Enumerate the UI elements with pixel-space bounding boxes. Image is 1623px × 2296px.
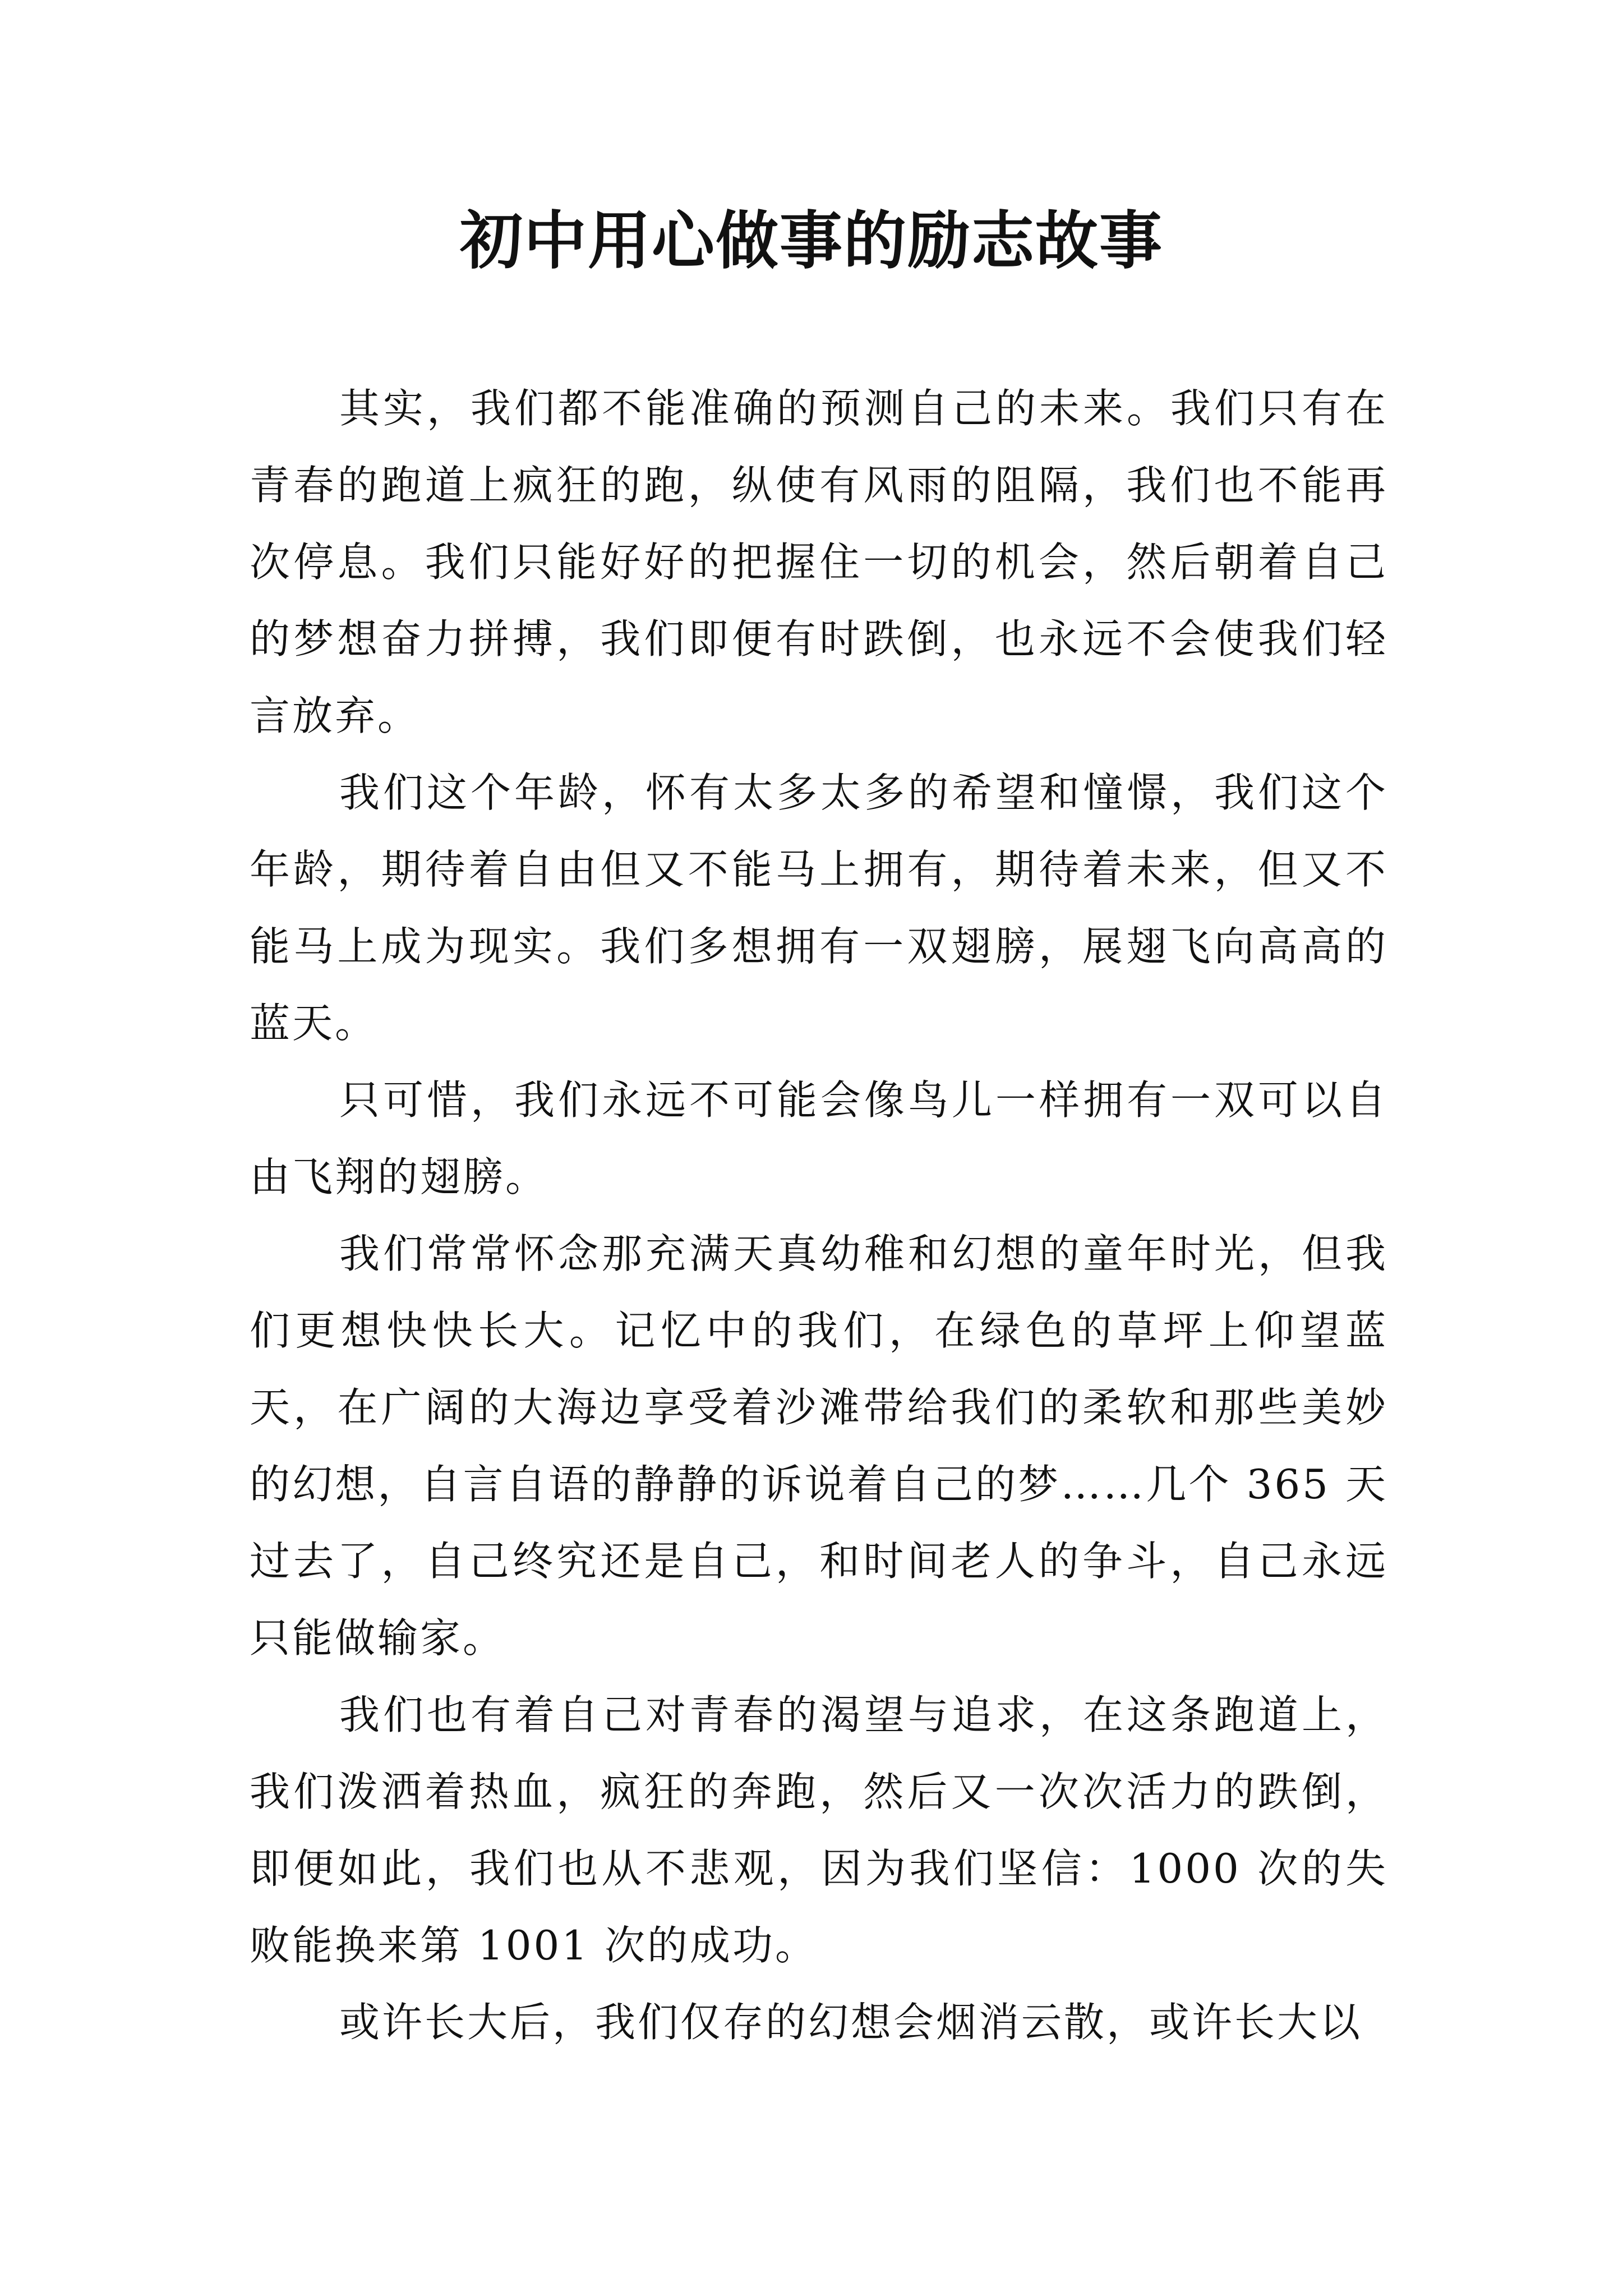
paragraph: 我们常常怀念那充满天真幼稚和幻想的童年时光，但我们更想快快长大。记忆中的我们，在绿色的草坪上仰望蓝天，在广阔的大海边享受着沙滩带给我们的柔软和那些美妙的幻想，自言自语的静静的诉说着自己的梦……几个 365 天过去了，自己终究还是自己，和时间老人的争斗，自己永远只能做输家。 [250,1230,1388,1662]
paragraph: 只可惜，我们永远不可能会像鸟儿一样拥有一双可以自由飞翔的翅膀。 [250,1076,1388,1200]
paragraph: 或许长大后，我们仅存的幻想会烟消云散，或许长大以 [339,1999,1363,2046]
document-body [250,370,1388,2061]
paragraph: 我们也有着自己对青春的渴望与追求，在这条跑道上，我们泼洒着热血，疯狂的奔跑，然后又一次次活力的跌倒，即便如此，我们也从不悲观，因为我们坚信：1000 次的失败能换来第 1001 次的成功。 [250,1691,1388,1969]
document-title: 初中用心做事的励志故事 [460,204,1163,278]
paragraph: 我们这个年龄，怀有太多太多的希望和憧憬，我们这个年龄，期待着自由但又不能马上拥有，期待着未来，但又不能马上成为现实。我们多想拥有一双翅膀，展翅飞向高高的蓝天。 [250,769,1388,1047]
paragraph: 其实，我们都不能准确的预测自己的未来。我们只有在青春的跑道上疯狂的跑，纵使有风雨的阻隔，我们也不能再次停息。我们只能好好的把握住一切的机会，然后朝着自己的梦想奋力拼搏，我们即便有时跌倒，也永远不会使我们轻言放弃。 [250,385,1388,739]
